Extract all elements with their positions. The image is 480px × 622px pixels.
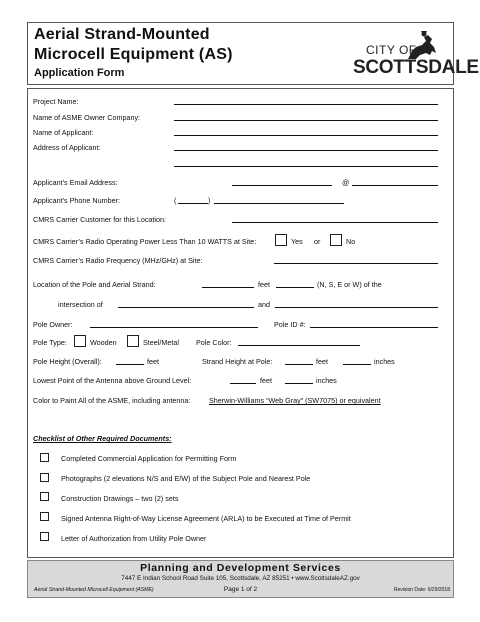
footer-revision-date: Revision Date: 6/29/2018 — [393, 587, 450, 593]
power-no-label: No — [346, 237, 356, 246]
power-no-checkbox[interactable] — [330, 234, 342, 246]
location-feet-label: feet — [258, 280, 270, 289]
cmrs-customer-field[interactable] — [232, 222, 438, 223]
paint-color-label: Color to Paint All of the ASME, including antenna: — [33, 396, 191, 405]
pole-steel-label: Steel/Metal — [143, 338, 179, 347]
at-sign: @ — [342, 178, 350, 187]
email-user-field[interactable] — [232, 185, 332, 186]
pole-steel-checkbox[interactable] — [127, 335, 139, 347]
checklist-checkbox-1[interactable] — [40, 453, 49, 462]
intersection-street-1-field[interactable] — [118, 307, 254, 308]
strand-height-feet-label: feet — [316, 357, 328, 366]
pole-owner-label: Pole Owner: — [33, 320, 73, 329]
pole-color-label: Pole Color: — [196, 338, 232, 347]
logo-scottsdale-text: SCOTTSDALE — [353, 57, 479, 78]
cmrs-customer-label: CMRS Carrier Customer for this Location: — [33, 215, 167, 224]
phone-number-field[interactable] — [214, 203, 344, 204]
location-direction-field[interactable] — [276, 287, 314, 288]
pole-height-label: Pole Height (Overall): — [33, 357, 102, 366]
title-line-2: Microcell Equipment (AS) — [34, 46, 233, 63]
pole-id-label: Pole ID #: — [274, 320, 306, 329]
phone-label: Applicant’s Phone Number: — [33, 196, 120, 205]
frequency-field[interactable] — [274, 263, 438, 264]
strand-height-label: Strand Height at Pole: — [202, 357, 273, 366]
phone-area-close: ) — [208, 196, 211, 205]
checklist-heading: Checklist of Other Required Documents: — [33, 434, 172, 443]
applicant-address-label: Address of Applicant: — [33, 143, 101, 152]
lowest-point-inches-field[interactable] — [285, 383, 313, 384]
pole-type-label: Pole Type: — [33, 338, 67, 347]
applicant-address-field-2[interactable] — [174, 166, 438, 167]
power-question-label: CMRS Carrier’s Radio Operating Power Less Than 10 WATTS at Site: — [33, 237, 257, 246]
checklist-checkbox-2[interactable] — [40, 473, 49, 482]
footer-department: Planning and Development Services — [140, 562, 341, 574]
logo-city-text: CITY OF — [366, 43, 417, 57]
strand-height-inches-field[interactable] — [343, 364, 371, 365]
title-line-1: Aerial Strand-Mounted — [34, 26, 210, 43]
location-label: Location of the Pole and Aerial Strand: — [33, 280, 156, 289]
checklist-checkbox-5[interactable] — [40, 532, 49, 541]
power-yes-checkbox[interactable] — [275, 234, 287, 246]
checklist-item-5: Letter of Authorization from Utility Pole Owner — [61, 534, 207, 543]
location-direction-label: (N, S, E or W) of the — [317, 280, 382, 289]
intersection-label: intersection of — [58, 300, 103, 309]
checklist-item-2: Photographs (2 elevations N/S and E/W) of the Subject Pole and Nearest Pole — [61, 474, 311, 483]
checklist-item-1: Completed Commercial Application for Permitting Form — [61, 454, 237, 463]
owner-company-field[interactable] — [174, 120, 438, 121]
location-distance-field[interactable] — [202, 287, 254, 288]
applicant-name-field[interactable] — [174, 135, 438, 136]
strand-height-inches-label: inches — [374, 357, 395, 366]
applicant-address-field-1[interactable] — [174, 150, 438, 151]
lowest-point-inches-label: inches — [316, 376, 337, 385]
pole-id-field[interactable] — [310, 327, 438, 328]
footer-address: 7447 E Indian School Road Suite 105, Scottsdale, AZ 85251 • www.ScottsdaleAZ.gov — [121, 575, 360, 582]
project-name-label: Project Name: — [33, 97, 79, 106]
pole-owner-field[interactable] — [90, 327, 258, 328]
checklist-item-3: Construction Drawings – two (2) sets — [61, 494, 179, 503]
intersection-street-2-field[interactable] — [275, 307, 438, 308]
applicant-name-label: Name of Applicant: — [33, 128, 94, 137]
city-logo — [350, 35, 479, 80]
phone-area-field[interactable] — [178, 203, 208, 204]
lowest-point-feet-label: feet — [260, 376, 272, 385]
lowest-point-feet-field[interactable] — [230, 383, 256, 384]
checklist-checkbox-3[interactable] — [40, 492, 49, 501]
paint-color-value: Sherwin-Williams “Web Gray” (SW7075) or equivalent — [209, 396, 381, 405]
phone-area-open: ( — [174, 196, 177, 205]
project-name-field[interactable] — [174, 104, 438, 105]
strand-height-feet-field[interactable] — [285, 364, 313, 365]
footer-form-name: Aerial Strand-Mounted Microcell Equipment (ASME) — [34, 587, 154, 593]
pole-wooden-checkbox[interactable] — [74, 335, 86, 347]
form-box — [27, 88, 454, 558]
checklist-item-4: Signed Antenna Right-of-Way License Agreement (ARLA) to be Executed at Time of Permit — [61, 514, 351, 523]
email-label: Applicant’s Email Address: — [33, 178, 118, 187]
checklist-checkbox-4[interactable] — [40, 512, 49, 521]
footer-page-number: Page 1 of 2 — [223, 586, 258, 593]
power-yes-label: Yes — [291, 237, 303, 246]
frequency-label: CMRS Carrier’s Radio Frequency (MHz/GHz) at Site: — [33, 256, 203, 265]
owner-company-label: Name of ASME Owner Company: — [33, 113, 141, 122]
pole-wooden-label: Wooden — [90, 338, 117, 347]
pole-height-feet-label: feet — [147, 357, 159, 366]
subtitle: Application Form — [34, 67, 125, 79]
pole-height-field[interactable] — [116, 364, 144, 365]
pole-color-field[interactable] — [238, 345, 360, 346]
lowest-point-label: Lowest Point of the Antenna above Ground Level: — [33, 376, 192, 385]
email-domain-field[interactable] — [352, 185, 438, 186]
intersection-and-label: and — [258, 300, 270, 309]
power-or-label: or — [314, 237, 321, 246]
